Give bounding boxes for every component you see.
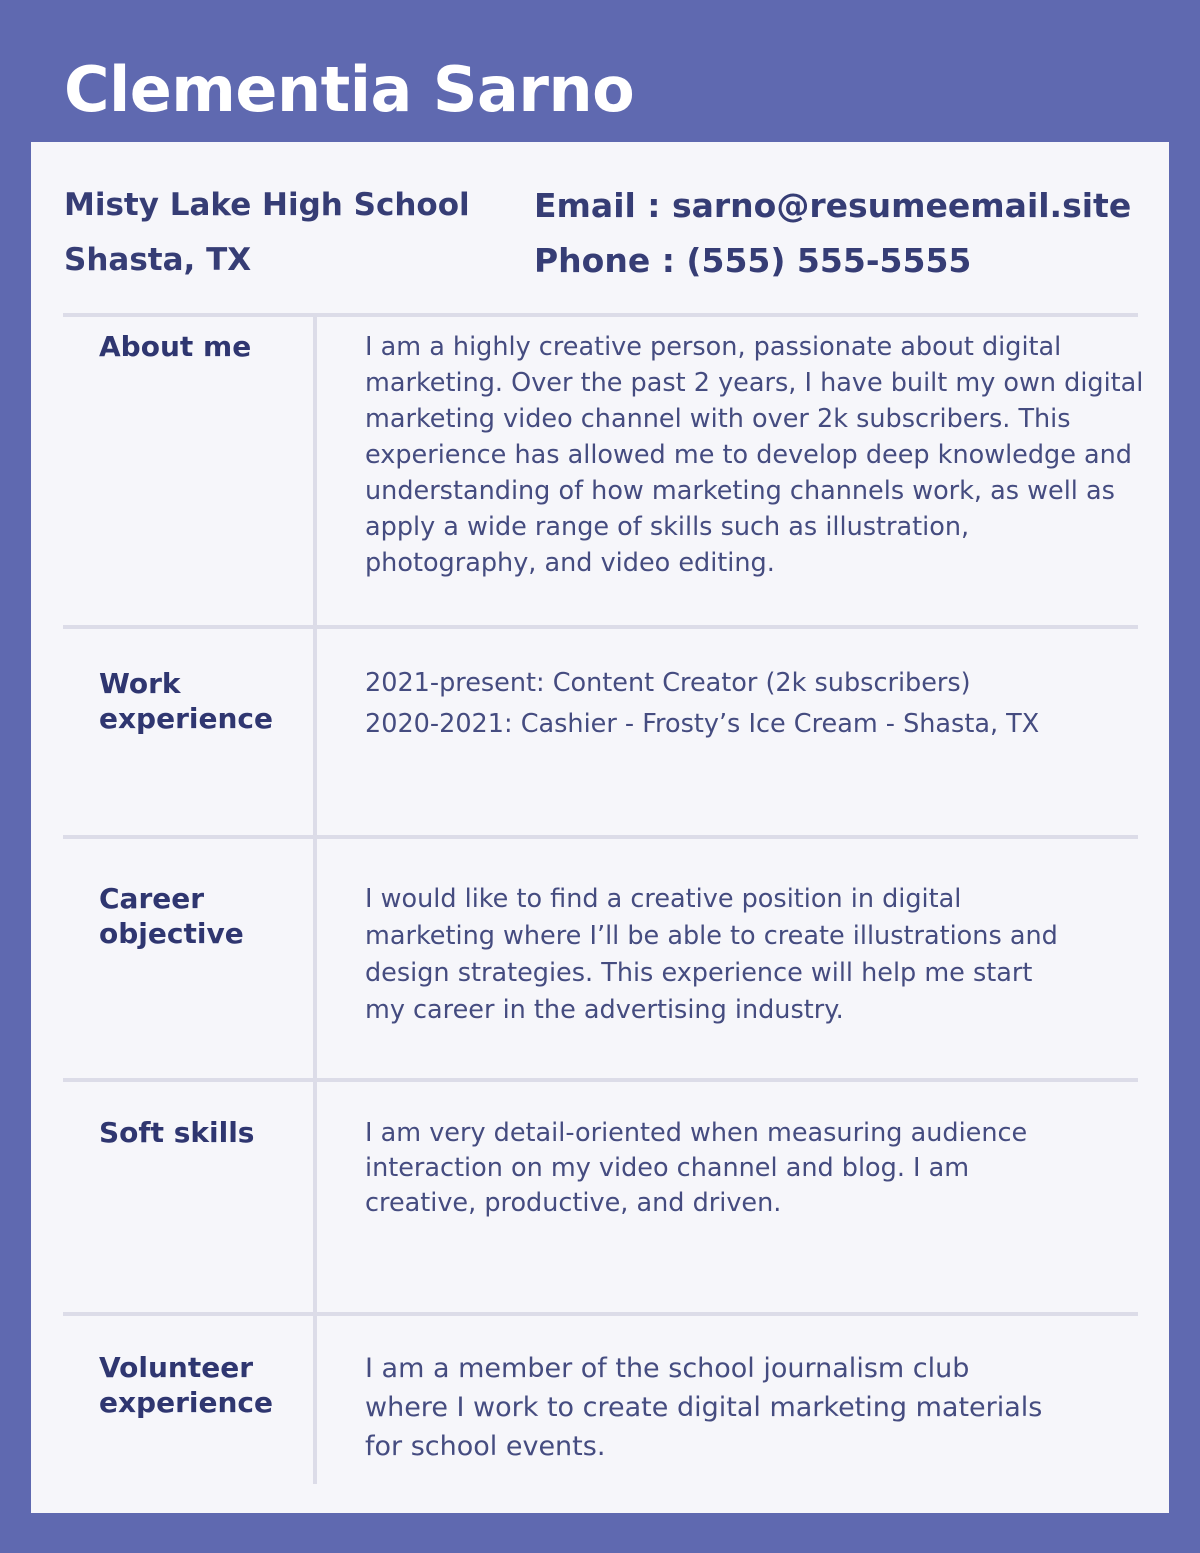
work-list [365, 663, 1145, 745]
resume-name: Clementia Sarno [64, 53, 635, 126]
about-text: I am a highly creative person, passionate about digital marketing. Over the past 2 years, I have built my own digital marketing video channel with over 2k subscribers. This experience has allowed me to develop deep knowledge and understanding of how marketing channels work, as well as apply a wide range of skills such as illustration, photography, and video editing. [365, 332, 1144, 578]
about-text-block [365, 329, 1145, 581]
about-heading: About me [99, 330, 252, 363]
volunteer-text: I am a member of the school journalism club where I work to create digital marketing materials for school events. [365, 1353, 1043, 1462]
school-name: Misty Lake High School [64, 187, 470, 223]
email-line[interactable]: Email : sarno@resumeemail.site [534, 186, 1132, 225]
work-item: 2021-present: Content Creator (2k subscribers) [365, 668, 971, 698]
school-location: Shasta, TX [64, 242, 252, 278]
section-divider [63, 625, 1138, 629]
career-heading: Career objective [99, 882, 244, 950]
section-divider [63, 835, 1138, 839]
phone-line[interactable]: Phone : (555) 555-5555 [534, 241, 972, 280]
soft-skills-heading: Soft skills [99, 1116, 255, 1149]
section-divider [63, 1312, 1138, 1316]
volunteer-heading: Volunteer experience [99, 1351, 274, 1419]
section-divider [63, 313, 1138, 317]
career-text-block [365, 881, 1065, 1029]
volunteer-text-block [365, 1349, 1055, 1466]
work-item: 2020-2021: Cashier - Frosty’s Ice Cream - Shasta, TX [365, 709, 1040, 739]
resume-card [31, 142, 1169, 1513]
soft-skills-text-block [365, 1116, 1045, 1221]
soft-skills-text: I am very detail-oriented when measuring audience interaction on my video channel and blog. I am creative, productive, and driven. [365, 1118, 1028, 1218]
column-divider [313, 316, 317, 1484]
contact-info [534, 178, 1131, 288]
work-heading: Work experience [99, 667, 274, 735]
school-info [64, 178, 470, 288]
section-divider [63, 1078, 1138, 1082]
career-text: I would like to find a creative position in digital marketing where I’ll be able to create illustrations and design strategies. This experience will help me start my career in the advertising industry. [365, 884, 1058, 1025]
